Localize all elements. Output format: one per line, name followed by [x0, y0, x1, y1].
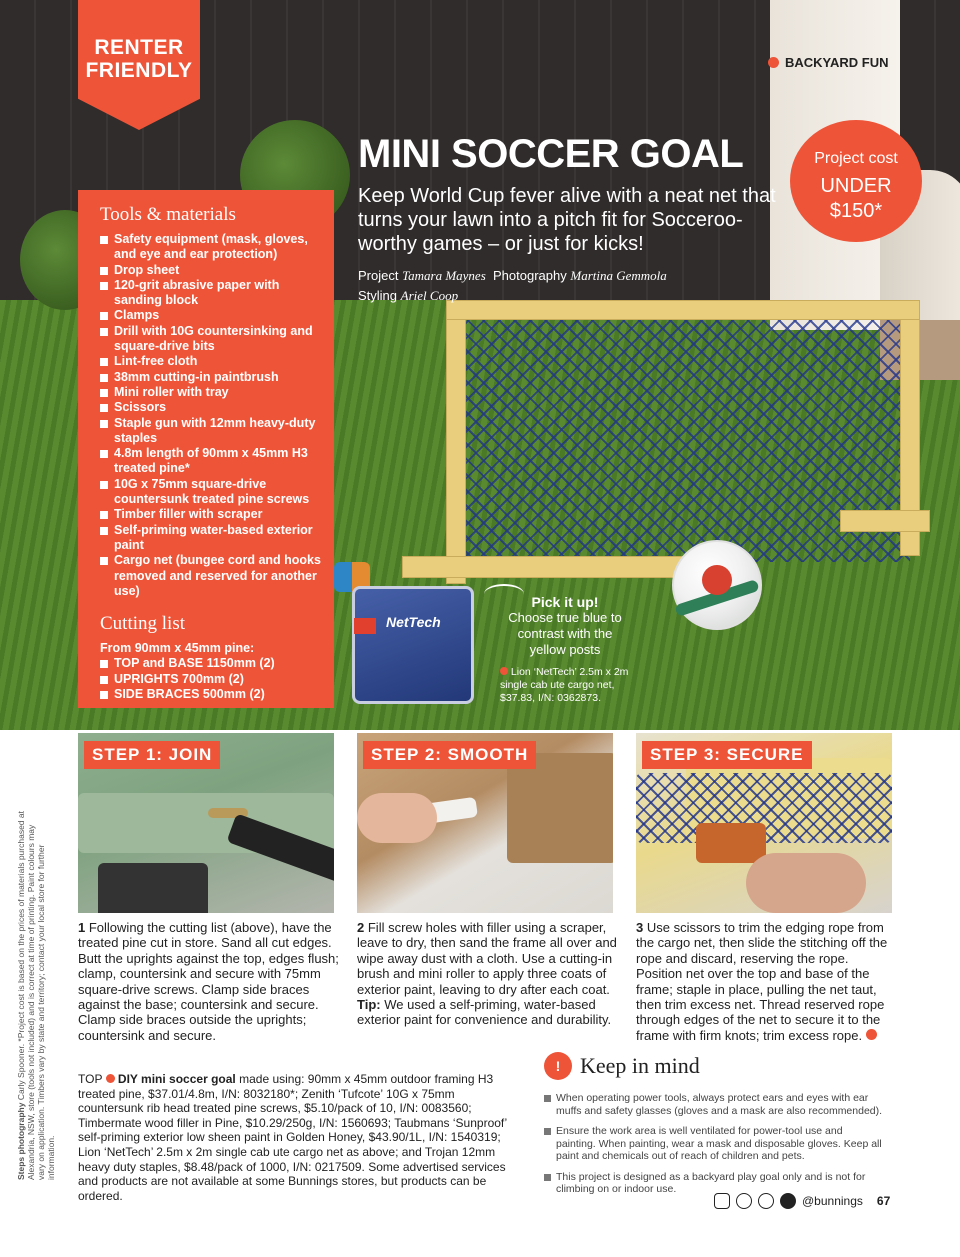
list-item: Lint-free cloth: [100, 354, 322, 369]
tools-materials-panel: [78, 190, 334, 708]
info-book-icon: !: [544, 1052, 572, 1080]
hand: [357, 793, 437, 843]
drill: [98, 863, 208, 913]
list-item: When operating power tools, always protect ears and eyes with ear muffs and safety glasses (gloves and a mask are also recommended).: [544, 1092, 884, 1117]
banner-line-2: FRIENDLY: [85, 59, 193, 82]
step-2-photo: [357, 733, 613, 913]
keep-in-mind-box: [544, 1052, 884, 1204]
pick-it-up-product-text: Lion ‘NetTech’ 2.5m x 2m single cab ute cargo net, $37.83, I/N: 0362873.: [500, 666, 629, 704]
list-item: TOP and BASE 1150mm (2): [100, 656, 322, 671]
project-label: Project: [358, 268, 399, 283]
project-cost-line-2: $150*: [829, 200, 883, 222]
step-3-label: STEP 3: SECURE: [642, 741, 812, 769]
banner-line-1: RENTER: [94, 36, 184, 59]
styling-label: Styling: [358, 288, 398, 303]
list-item: 120-grit abrasive paper with sanding block: [100, 278, 322, 309]
step-3-number: 3: [636, 920, 644, 935]
bullet-dot-icon: [768, 57, 779, 68]
list-item: UPRIGHTS 700mm (2): [100, 672, 322, 687]
section-tag: [768, 55, 889, 70]
list-item: SIDE BRACES 500mm (2): [100, 687, 322, 702]
photography-name: Martina Gemmola: [570, 268, 667, 283]
project-cost-label: Project cost: [814, 150, 898, 167]
list-item: This project is designed as a backyard play goal only and is not for climbing on or indoor use.: [544, 1171, 884, 1196]
product-listing: [78, 1072, 518, 1203]
pick-it-up-product: [500, 666, 630, 705]
list-item: Mini roller with tray: [100, 385, 322, 400]
list-item: 10G x 75mm square-drive countersunk treated pine screws: [100, 477, 322, 508]
side-credit: [16, 810, 56, 1180]
list-item: Clamps: [100, 308, 322, 323]
section-tag-label: BACKYARD FUN: [785, 55, 889, 70]
keep-in-mind-title: Keep in mind: [580, 1053, 700, 1078]
end-mark-icon: [866, 1029, 877, 1040]
step-2-label: STEP 2: SMOOTH: [363, 741, 536, 769]
pick-it-up-title: Pick it up!: [531, 594, 599, 610]
list-item: 4.8m length of 90mm x 45mm H3 treated pine*: [100, 446, 322, 477]
list-item: Scissors: [100, 400, 322, 415]
step-3-text: [636, 920, 898, 1043]
article-credits: [358, 266, 738, 306]
instagram-icon[interactable]: [714, 1193, 730, 1209]
cutting-list-heading: Cutting list: [100, 613, 185, 635]
keep-in-mind-list: [544, 1092, 884, 1196]
tiktok-icon[interactable]: [758, 1193, 774, 1209]
step-2-tip-label: Tip:: [357, 997, 381, 1013]
step-1-number: 1: [78, 920, 86, 935]
product-lead: TOP: [78, 1072, 103, 1086]
project-cost-badge: [790, 120, 922, 242]
pick-it-up-body: Choose true blue to contrast with the yellow posts: [508, 610, 622, 657]
staple-gun: [696, 823, 766, 863]
renter-friendly-label: [78, 36, 200, 82]
list-item: Ensure the work area is well ventilated for power-tool use and painting. When painting, wear a mask and disposable gloves. Keep all paint and chemicals out of reach of children and pets.: [544, 1125, 884, 1163]
pinterest-icon[interactable]: [736, 1193, 752, 1209]
article-subtitle: Keep World Cup fever alive with a neat net that turns your lawn into a pitch fit for Socceroo-worthy games – or just for kicks!: [358, 185, 776, 255]
timber-post: [507, 753, 613, 863]
step-2-body: Fill screw holes with filler using a scraper, leave to dry, then sand the frame all over and wipe away dust with a cloth. Use a cutting-in brush and mini roller to apply three coats of exterior paint, leaving to dry after each coat.: [357, 920, 617, 997]
step-2-tip-text: We used a self-priming, water-based exterior paint for convenience and durability.: [357, 997, 612, 1028]
project-cost-line-1: UNDER: [820, 175, 892, 197]
pack-badge: [354, 618, 376, 634]
goal-upright-left: [446, 316, 466, 584]
cargo-net-pack: [352, 586, 474, 704]
page-number: 67: [876, 1194, 891, 1208]
tools-list: [100, 232, 322, 599]
keep-in-mind-header: [544, 1052, 884, 1080]
list-item: Cargo net (bungee cord and hooks removed and reserved for another use): [100, 553, 322, 599]
pick-it-up-callout: [500, 594, 630, 705]
step-1-label: STEP 1: JOIN: [84, 741, 220, 769]
side-credit-label: Steps photography: [16, 1102, 26, 1180]
list-item: Staple gun with 12mm heavy-duty staples: [100, 416, 322, 447]
social-handle: @bunnings: [802, 1194, 863, 1208]
step-2-number: 2: [357, 920, 365, 935]
styling-name: Ariel Coop: [400, 288, 459, 303]
list-item: 38mm cutting-in paintbrush: [100, 370, 322, 385]
tools-heading: Tools & materials: [100, 204, 236, 225]
step-3-photo: [636, 733, 892, 913]
page-footer: [714, 1193, 890, 1209]
product-text: made using: 90mm x 45mm outdoor framing H3 treated pine, $37.01/4.8m, I/N: 8032180*; Zenith ‘Tufcote’ 10G x 75mm countersunk rib head treated pine screws, $5.10/pack of 10, I/N: 0083560; Timbermate wood filler in Pine, $10.29/250g, I/N: 1560693; Taubmans ‘Sunproof’ self-priming exterior low sheen paint in Golden Honey, $43.90/1L, I/N: 1540319; Lion ‘NetTech’ 2.5m x 2m single cab ute cargo net as above; and Trojan 12mm heavy duty staples, $8.48/pack of 1000, I/N: 0217509. Some advertised services and products are not available at some Bunnings stores, but products can be ordered.: [78, 1072, 507, 1203]
list-item: Self-priming water-based exterior paint: [100, 523, 322, 554]
list-item: Drop sheet: [100, 263, 322, 278]
pack-label: NetTech: [386, 614, 441, 630]
step-2-text: [357, 920, 619, 1028]
goal-side-brace: [840, 510, 930, 532]
step-3-body: Use scissors to trim the edging rope from the cargo net, then slide the stitching off the rope and discard, reserving the rope. Position net over the top and base of the frame; staple in place, pulling the net taut, then trim excess net. Thread reserved rope through edges of the net to secure it to the frame with firm knots; trim excess rope.: [636, 920, 888, 1043]
bullet-dot-icon: [500, 667, 508, 675]
hand: [746, 853, 866, 913]
list-item: Drill with 10G countersinking and square-drive bits: [100, 324, 322, 355]
article-title: MINI SOCCER GOAL: [358, 132, 744, 176]
facebook-icon[interactable]: [780, 1193, 796, 1209]
step-1-photo: [78, 733, 334, 913]
step-1-text: [78, 920, 340, 1043]
bullet-dot-icon: [106, 1074, 115, 1083]
photography-label: Photography: [493, 268, 567, 283]
list-item: Timber filler with scraper: [100, 507, 322, 522]
cutting-list: [100, 656, 322, 702]
product-title: DIY mini soccer goal: [117, 1072, 236, 1086]
side-credit-text: Carly Spooner. *Project cost is based on the prices of materials purchased at Alexandria, NSW, store (tools not included) and is correct at time of printing. Paint colours may vary on application. Timbers vary by state and territory; contact your local store for further information.: [16, 811, 56, 1180]
goal-base-bar: [402, 556, 692, 578]
project-name: Tamara Maynes: [402, 268, 486, 283]
step-1-body: Following the cutting list (above), have the treated pine cut in store. Sand all cut edges. Butt the uprights against the top, edges flush; clamp, countersink and secure with 75mm square-drive screws. Clamp side braces against the base; countersink and secure. Clamp side braces outside the uprights; countersink and secure.: [78, 920, 339, 1043]
soccer-ball-logo: [702, 565, 732, 595]
cutting-list-intro: From 90mm x 45mm pine:: [100, 641, 255, 656]
list-item: Safety equipment (mask, gloves, and eye and ear protection): [100, 232, 322, 263]
